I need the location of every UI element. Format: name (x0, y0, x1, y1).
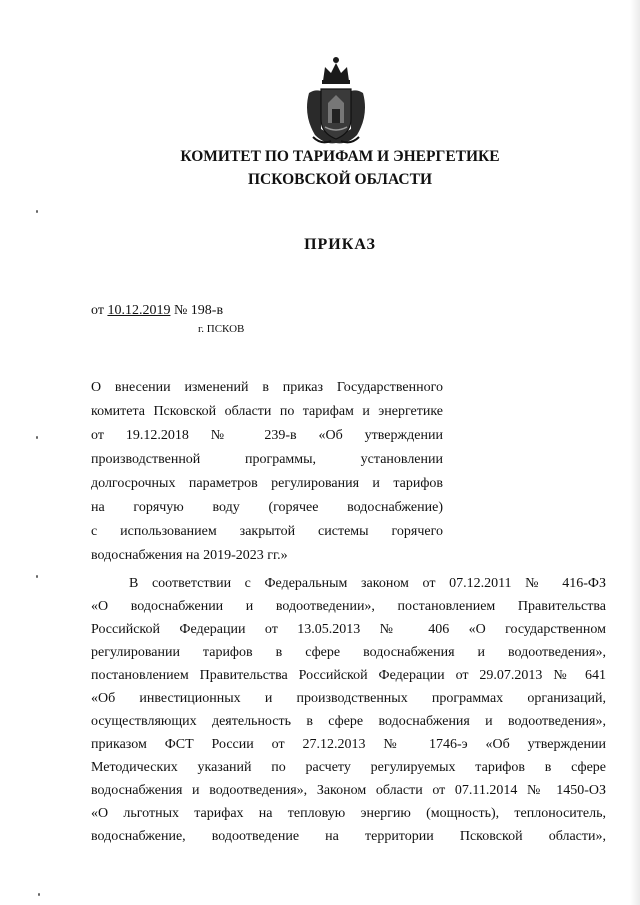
committee-name (160, 145, 520, 191)
order-city: г. ПСКОВ (198, 323, 245, 335)
body-line: Российской Федерации от 13.05.2013 № 406 «О государственном (91, 622, 606, 637)
subject-line: производственной программы, установлении (91, 452, 443, 467)
subject-line: на горячую воду (горячее водоснабжение) (91, 500, 443, 515)
scan-edge-shadow (630, 0, 640, 905)
scan-speck (38, 893, 40, 896)
body-line: водоснабжение, водоотведение на территории Псковской области», (91, 829, 606, 844)
subject-line: с использованием закрытой системы горячего (91, 524, 443, 539)
committee-line-1: КОМИТЕТ ПО ТАРИФАМ И ЭНЕРГЕТИКЕ (180, 148, 500, 165)
scan-speck (36, 436, 38, 439)
subject-line: О внесении изменений в приказ Государственного (91, 380, 443, 395)
body-line: водоснабжения и водоотведения», Законом области от 07.11.2014 № 1450-ОЗ (91, 783, 606, 798)
order-date: 10.12.2019 (107, 303, 171, 318)
body-line: постановлением Правительства Российской Федерации от 29.07.2013 № 641 (91, 668, 606, 683)
body-line: «О льготных тарифах на тепловую энергию (мощность), теплоноситель, (91, 806, 606, 821)
scan-speck (36, 575, 38, 578)
order-body-paragraph (91, 572, 606, 848)
subject-line: водоснабжения на 2019-2023 гг.» (91, 548, 288, 563)
body-line: «Об инвестиционных и производственных программах организаций, (91, 691, 606, 706)
order-title: ПРИКАЗ (304, 236, 376, 253)
subject-line: долгосрочных параметров регулирования и тарифов (91, 476, 443, 491)
order-number: № 198-в (173, 303, 224, 318)
body-line: В соответствии с Федеральным законом от 07.12.2011 № 416-ФЗ (129, 576, 606, 591)
coat-of-arms-icon (301, 53, 371, 147)
from-label: от (91, 303, 104, 318)
committee-line-2: ПСКОВСКОЙ ОБЛАСТИ (247, 171, 432, 188)
body-line: «О водоснабжении и водоотведении», постановлением Правительства (91, 599, 606, 614)
body-line: регулировании тарифов в сфере водоснабжения и водоотведения», (91, 645, 606, 660)
scan-speck (36, 210, 38, 213)
subject-line: комитета Псковской области по тарифам и энергетике (91, 404, 443, 419)
order-date-line (91, 303, 223, 319)
subject-line: от 19.12.2018 № 239-в «Об утверждении (91, 428, 443, 443)
body-line: Методических указаний по расчету регулируемых тарифов в сфере (91, 760, 606, 775)
body-line: осуществляющих деятельность в сфере водоснабжения и водоотведения», (91, 714, 606, 729)
order-subject (91, 376, 443, 568)
body-line: приказом ФСТ России от 27.12.2013 № 1746-э «Об утверждении (91, 737, 606, 752)
